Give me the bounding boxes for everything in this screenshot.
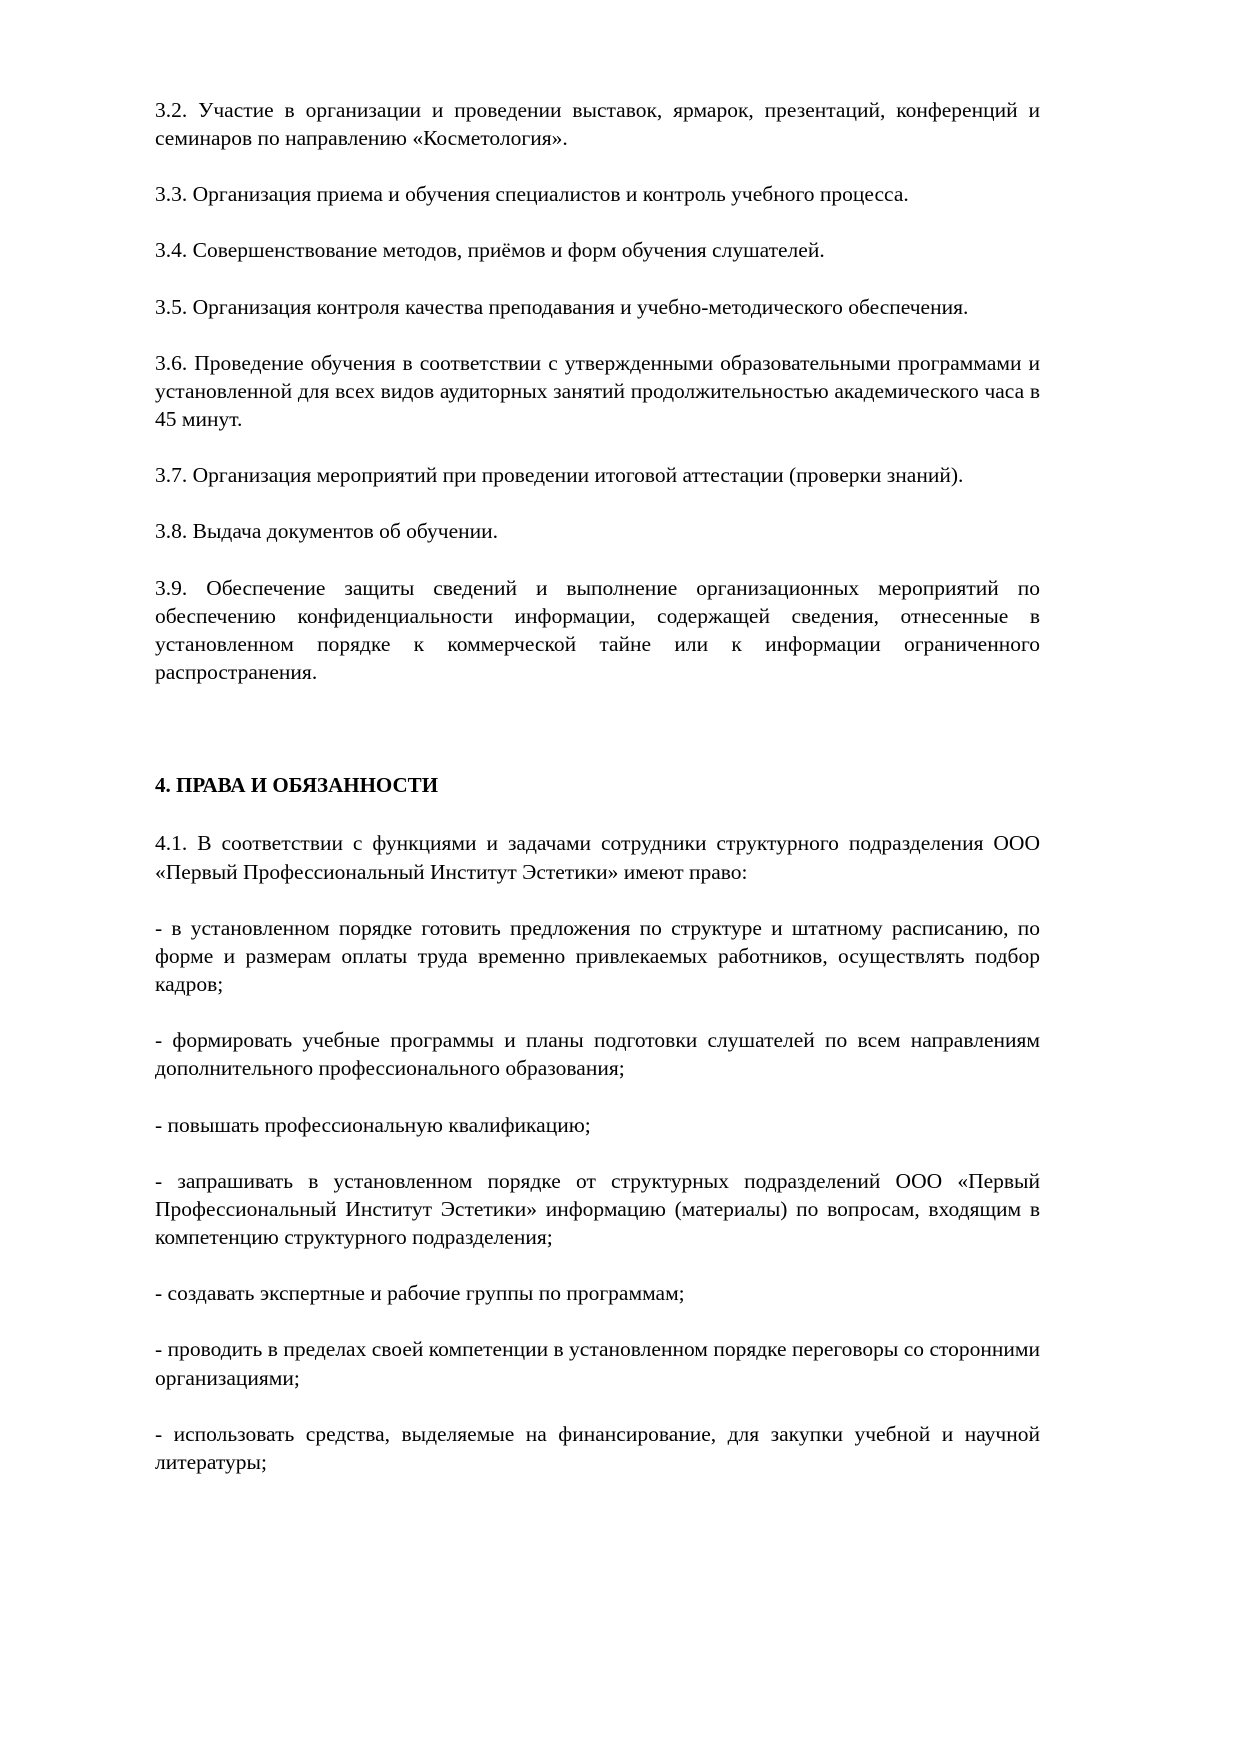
paragraph-3-7: 3.7. Организация мероприятий при проведении итоговой аттестации (проверки знаний). — [155, 463, 964, 488]
document-body — [155, 96, 1040, 1476]
paragraph-3-3: 3.3. Организация приема и обучения специалистов и контроль учебного процесса. — [155, 182, 909, 207]
paragraph-3-5: 3.5. Организация контроля качества преподавания и учебно-методического обеспечения. — [155, 294, 969, 319]
paragraph-3-6: 3.6. Проведение обучения в соответствии с утвержденными образовательными программами и установленной для всех видов аудиторных занятий продолжительностью академического часа в 45 минут. — [155, 350, 1040, 432]
paragraph-3-2: 3.2. Участие в организации и проведении выставок, ярмарок, презентаций, конференций и семинаров по направлению «Косметология». — [155, 98, 1040, 151]
list-item-rights-e: - создавать экспертные и рабочие группы по программам; — [155, 1281, 685, 1306]
section-spacer — [155, 714, 1040, 772]
list-item-rights-d: - запрашивать в установленном порядке от структурных подразделений ООО «Первый Профессиональный Институт Эстетики» информацию (материалы) по вопросам, входящим в компетенцию структурного подразделения; — [155, 1168, 1040, 1250]
list-item-rights-c: - повышать профессиональную квалификацию; — [155, 1112, 591, 1137]
list-item-rights-g: - использовать средства, выделяемые на финансирование, для закупки учебной и научной литературы; — [155, 1421, 1040, 1474]
list-item-rights-b: - формировать учебные программы и планы подготовки слушателей по всем направлениям дополнительного профессионального образования; — [155, 1028, 1040, 1081]
list-item-rights-f: - проводить в пределах своей компетенции в установленном порядке переговоры со сторонними организациями; — [155, 1337, 1040, 1390]
list-item-rights-a: - в установленном порядке готовить предложения по структуре и штатному расписанию, по форме и размерам оплаты труда временно привлекаемых работников, осуществлять подбор кадров; — [155, 915, 1040, 997]
section-heading-4: 4. ПРАВА И ОБЯЗАННОСТИ — [155, 773, 439, 798]
paragraph-4-1: 4.1. В соответствии с функциями и задачами сотрудники структурного подразделения ООО «Первый Профессиональный Институт Эстетики» имеют право: — [155, 831, 1040, 884]
paragraph-3-4: 3.4. Совершенствование методов, приёмов и форм обучения слушателей. — [155, 238, 825, 263]
paragraph-3-8: 3.8. Выдача документов об обучении. — [155, 519, 499, 544]
paragraph-3-9: 3.9. Обеспечение защиты сведений и выполнение организационных мероприятий по обеспечению конфиденциальности информации, содержащей сведения, отнесенные в установленном порядке к коммерческой тайне или к информации ограниченного распространения. — [155, 575, 1040, 685]
